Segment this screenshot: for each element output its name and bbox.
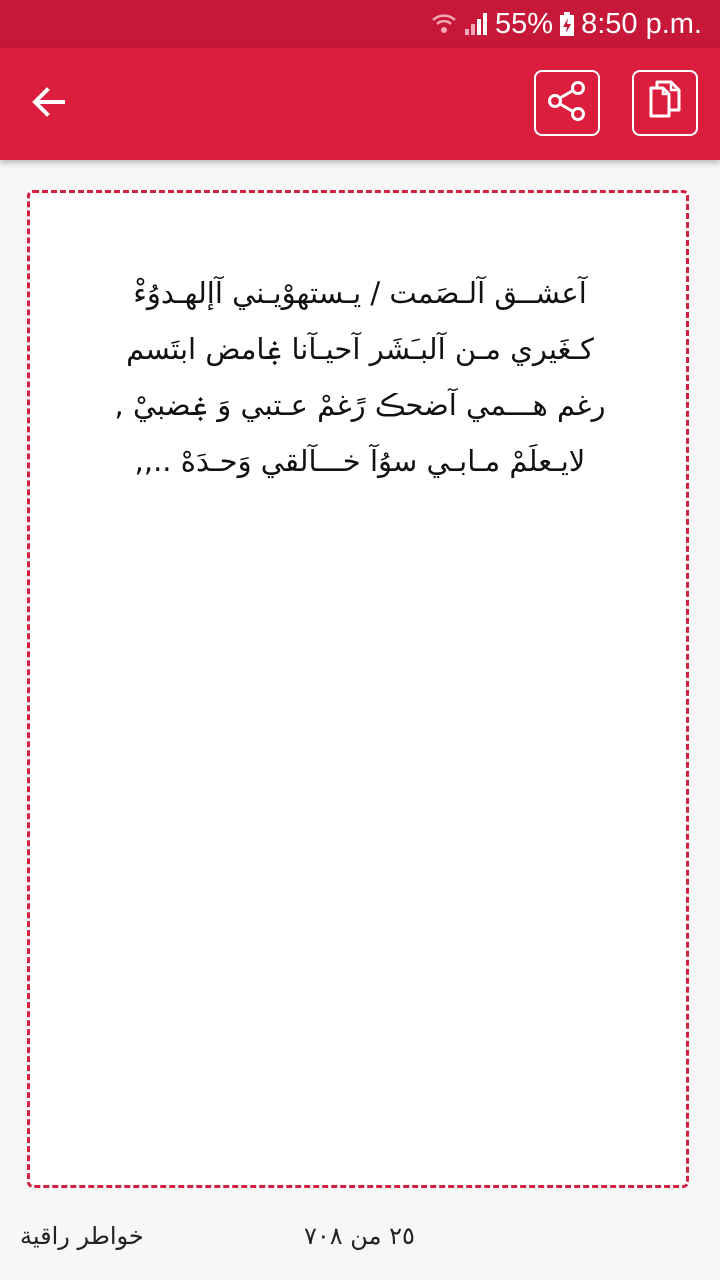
quote-line: رغم هـــمي آضحڪ رًغمْ عـتبي وَ ۼضبيْ , xyxy=(114,388,606,422)
status-indicators xyxy=(431,0,702,48)
signal-icon xyxy=(463,11,489,37)
footer xyxy=(0,1200,720,1280)
status-bar xyxy=(0,0,720,48)
wifi-icon xyxy=(431,11,457,37)
battery-charging-icon xyxy=(559,11,575,37)
share-button[interactable] xyxy=(534,70,600,136)
copy-button[interactable] xyxy=(632,70,698,136)
back-button[interactable] xyxy=(16,72,80,136)
battery-percent: 55% xyxy=(495,7,554,40)
quote-card xyxy=(27,190,689,1188)
arrow-left-icon xyxy=(30,84,66,124)
quote-text[interactable] xyxy=(70,265,650,489)
category-label: خواطر راقية xyxy=(20,1222,144,1250)
app-bar xyxy=(0,48,720,160)
quote-line: لايـعلَمْ مـابـي سوُآ خـــآلقي وَحـدَهْ ..,, xyxy=(134,444,586,478)
page-counter: ٢٥ من ٧٠٨ xyxy=(304,1222,415,1250)
quote-line: كـغَيري مـن آلبـَشَر آحيـآنا ۼامض ابتَسم xyxy=(126,332,594,366)
copy-icon xyxy=(643,78,687,128)
clock: 8:50 p.m. xyxy=(581,7,702,40)
quote-line: آعشــق آلـصَمت / يـستهوْيـني آإلهـدوُءْ xyxy=(133,276,587,310)
share-icon xyxy=(545,79,589,127)
